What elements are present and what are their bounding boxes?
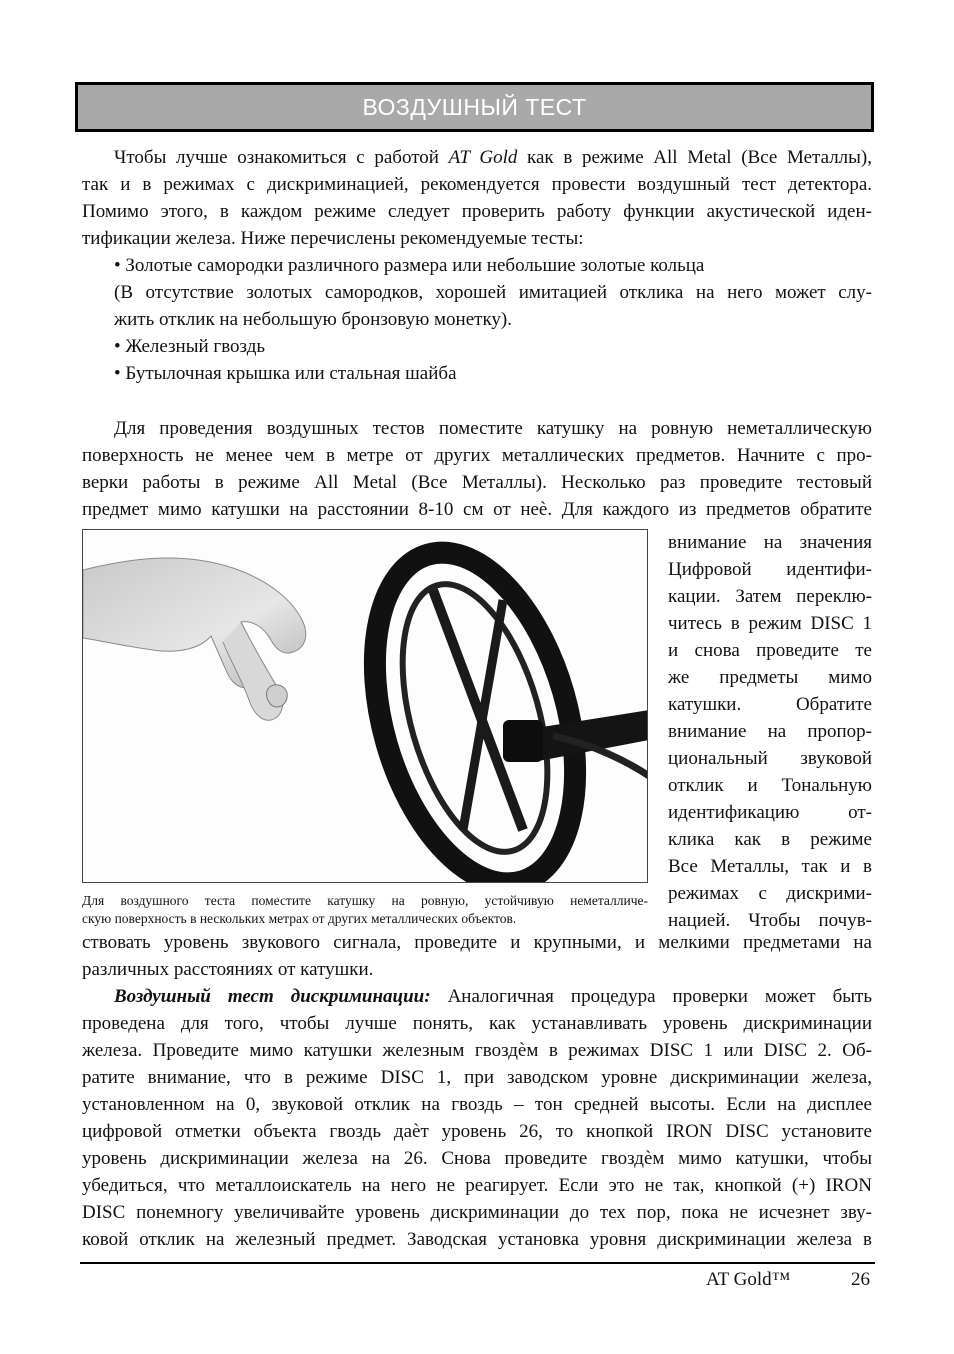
para3-heading: Воздушный тест дискриминации: [114,986,431,1007]
para2-line-1: Для проведения воздушных тестов поместите катушку на ровную неметаллическую [114,418,872,439]
para3-line-4: ратите внимание, что в режиме DISC 1, при заводском уровне дискриминации железа, [82,1067,872,1088]
page-number: 26 [851,1269,870,1290]
para2-line-2: поверхность не менее чем в метре от других металлических предметов. Начните с про- [82,445,872,466]
side-line: Все Металлы, так и в [668,856,872,877]
para3-line-10: ковой отклик на железный предмет. Заводская установка уровня дискриминации железа в [82,1229,872,1250]
para3-line-5: установленном на 0, звуковой отклик на гвоздь – тон средней высоты. Если на дисплее [82,1094,872,1115]
side-line: и снова проведите те [668,640,872,661]
product-name-italic: AT Gold [448,147,518,168]
side-line: Цифровой идентифи- [668,559,872,580]
list-item-nail: • Железный гвоздь [114,336,266,357]
air-test-paragraph [82,415,872,523]
list-item-gold-note-2: жить отклик на небольшую бронзовую монетку). [114,309,512,330]
test-items-list [114,252,872,387]
side-line: катушки. Обратите [668,694,872,715]
para2-line-4: предмет мимо катушки на расстоянии 8-10 см от неѐ. Для каждого из предметов обратите [82,499,872,520]
para3-line-7: уровень дискриминации железа на 26. Снова проведите гвоздѐм мимо катушки, чтобы [82,1148,872,1169]
side-line: циональный звуковой [668,748,872,769]
para3-line-3: железа. Проведите мимо катушки железным гвоздѐм в режимах DISC 1 или DISC 2. Об- [82,1040,872,1061]
intro-paragraph [82,144,872,252]
footer-rule [80,1262,875,1264]
side-line: клика как в режиме [668,829,872,850]
hand-and-coil-illustration [83,530,648,883]
discrimination-paragraph [82,983,872,1253]
para3-line-2: проведена для того, чтобы лучше понять, как устанавливать уровень дискриминации [82,1013,872,1034]
side-line: внимание на значения [668,532,872,553]
para2-end-line-2: различных расстояниях от катушки. [82,959,374,980]
list-item-gold-note-1: (В отсутствие золотых самородков, хорошей имитацией отклика на него может слу- [114,282,872,303]
side-line: отклик и Тональную [668,775,872,796]
side-column-text [668,529,872,934]
side-line: кации. Затем переклю- [668,586,872,607]
section-title-bar [75,82,874,132]
intro-line-3: Помимо этого, в каждом режиме следует проверить работу функции акустической иден- [82,201,872,222]
photo-caption [82,892,648,928]
para2-continuation [82,929,872,983]
side-line: читесь в режим DISC 1 [668,613,872,634]
intro-line-4: тификации железа. Ниже перечислены рекомендуемые тесты: [82,228,584,249]
section-title: ВОЗДУШНЫЙ ТЕСТ [362,93,587,120]
para2-line-3: верки работы в режиме All Metal (Все Металлы). Несколько раз проведите тестовый [82,472,872,493]
para3-line-1: Воздушный тест дискриминации: Аналогичная процедура проверки может быть [114,986,873,1007]
footer-product: AT Gold™ [706,1269,791,1290]
air-test-photo [82,529,648,883]
list-item-gold: • Золотые самородки различного размера или небольшие золотые кольца [114,255,705,276]
side-line: идентификацию от- [668,802,872,823]
intro-line-1: Чтобы лучше ознакомиться с работой AT Gold как в режиме All Metal (Все Металлы), [114,147,873,168]
side-line: внимание на пропор- [668,721,872,742]
intro-line-2: так и в режимах с дискриминацией, рекомендуется провести воздушный тест детектора. [82,174,872,195]
side-line: режимах с дискрими- [668,883,872,904]
para3-line-9: DISC понемногу увеличивайте уровень дискриминации до тех пор, пока не исчезнет зву- [82,1202,872,1223]
para2-end-line-1: ствовать уровень звукового сигнала, проведите и крупными, и мелкими предметами на [82,932,872,953]
side-line: же предметы мимо [668,667,872,688]
side-line: нацией. Чтобы почув- [668,910,872,931]
para3-line-6: цифровой отметки объекта гвоздь даѐт уровень 26, то кнопкой IRON DISC установите [82,1121,872,1142]
para3-line-8: убедиться, что металлоискатель на него не реагирует. Если это не так, кнопкой (+) IRON [82,1175,872,1196]
list-item-cap: • Бутылочная крышка или стальная шайба [114,363,457,384]
caption-line-2: скую поверхность в нескольких метрах от других металлических объектов. [82,911,517,926]
caption-line-1: Для воздушного теста поместите катушку на ровную, устойчивую неметалличе- [82,893,648,908]
